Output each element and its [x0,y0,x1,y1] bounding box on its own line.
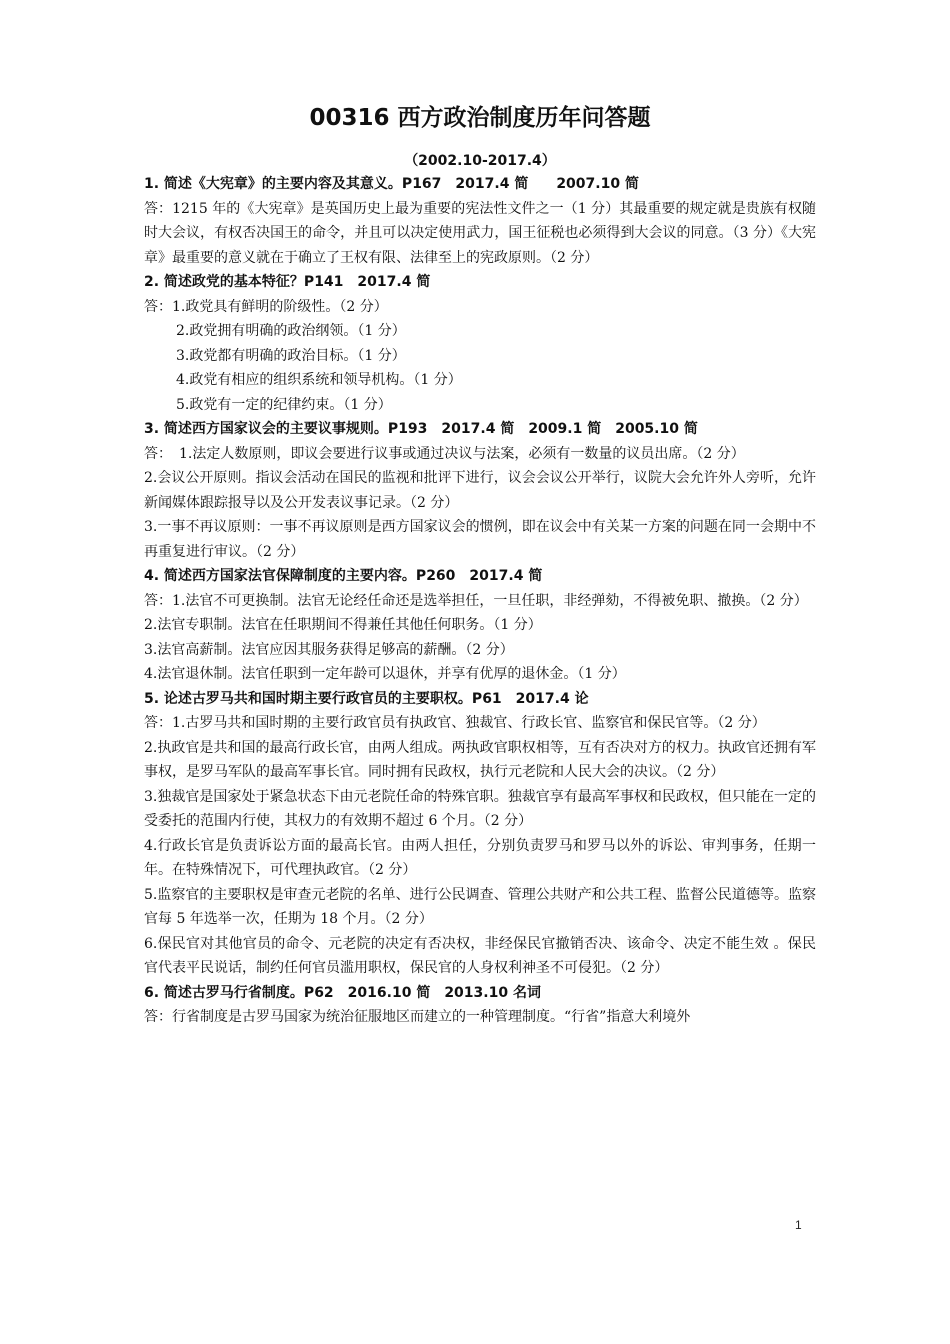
question-heading: 5. 论述古罗马共和国时期主要行政官员的主要职权。P61 2017.4 论 [144,690,589,707]
answer-paragraph: 5.政党有一定的纪律约束。（1 分） [176,396,392,413]
answer-paragraph: 4.政党有相应的组织系统和领导机构。（1 分） [176,372,462,388]
answer-paragraph: 答：1215 年的《大宪章》是英国历史上最为重要的宪法性文件之一（1 分）其最重要的规定就是贵族有权随时大会议，有权否决国王的命令，并且可以决定使用武力，国王征税也必须得到大会议的同意。（3 分）《大宪章》最重要的意义就在于确立了王权有限、法律至上的宪政原则。（2 分） [144,200,816,266]
answer-paragraph: 6.保民官对其他官员的命令、元老院的决定有否决权，非经保民官撤销否决、该命令、决定不能生效 。保民官代表平民说话，制约任何官员滥用职权，保民官的人身权利神圣不可侵犯。（2 分） [144,935,816,976]
answer-paragraph: 3.法官高薪制。法官应因其服务获得足够高的薪酬。（2 分） [144,641,514,658]
answer-paragraph: 答：行省制度是古罗马国家为统治征服地区而建立的一种管理制度。“行省”指意大利境外 [144,1009,691,1025]
question-section [144,981,816,1030]
question-heading: 3. 简述西方国家议会的主要议事规则。P193 2017.4 简 2009.1 简 2005.10 简 [144,421,698,437]
answer-paragraph: 2.执政官是共和国的最高行政长官，由两人组成。两执政官职权相等，互有否决对方的权力。执政官还拥有军事权，是罗马军队的最高军事长官。同时拥有民政权，执行元老院和人民大会的决议。（2 分） [144,739,816,780]
question-heading: 4. 简述西方国家法官保障制度的主要内容。P260 2017.4 简 [144,568,543,584]
question-section [144,172,816,270]
question-heading: 2. 简述政党的基本特征？P141 2017.4 简 [144,274,431,290]
document-title: 00316 西方政治制度历年问答题 [309,105,651,131]
answer-paragraph: 5.监察官的主要职权是审查元老院的名单、进行公民调查、管理公共财产和公共工程、监督公民道德等。监察官每 5 年选举一次，任期为 18 个月。（2 分） [144,886,816,927]
question-section [144,687,816,981]
answer-paragraph: 4.法官退休制。法官任职到一定年龄可以退休，并享有优厚的退休金。（1 分） [144,666,626,682]
answer-paragraph: 答：1.法官不可更换制。法官无论经任命还是选举担任，一旦任职，非经弹劾，不得被免职、撤换。（2 分） [144,592,808,609]
answer-paragraph: 答：1.古罗马共和国时期的主要行政官员有执政官、独裁官、行政长官、监察官和保民官等。（2 分） [144,715,766,731]
page-number: 1 [795,1218,802,1232]
document-subtitle: （2002.10-2017.4） [404,153,556,169]
answer-paragraph: 3.一事不再议原则：一事不再议原则是西方国家议会的惯例，即在议会中有关某一方案的问题在同一会期中不再重复进行审议。（2 分） [144,519,816,560]
answer-paragraph: 答：1.政党具有鲜明的阶级性。（2 分） [144,298,388,315]
answer-paragraph: 4.行政长官是负责诉讼方面的最高长官。由两人担任，分别负责罗马和罗马以外的诉讼、审判事务，任期一年。在特殊情况下，可代理执政官。（2 分） [144,837,816,878]
question-heading: 6. 简述古罗马行省制度。P62 2016.10 简 2013.10 名词 [144,984,541,1001]
question-section [144,417,816,564]
document-page [144,100,816,1030]
answer-paragraph: 2.会议公开原则。指议会活动在国民的监视和批评下进行，议会会议公开举行，议院大会允许外人旁听，允许新闻媒体跟踪报导以及公开发表议事记录。（2 分） [144,470,816,511]
answer-paragraph: 答： 1.法定人数原则，即议会要进行议事或通过决议与法案，必须有一数量的议员出席。（2 分） [144,445,745,462]
answer-paragraph: 2.政党拥有明确的政治纲领。（1 分） [176,323,406,339]
answer-paragraph: 3.政党都有明确的政治目标。（1 分） [176,347,406,364]
question-section [144,564,816,687]
answer-paragraph: 2.法官专职制。法官在任职期间不得兼任其他任何职务。（1 分） [144,617,542,633]
question-heading: 1. 简述《大宪章》的主要内容及其意义。P167 2017.4 简 2007.10 简 [144,176,639,192]
answer-paragraph: 3.独裁官是国家处于紧急状态下由元老院任命的特殊官职。独裁官享有最高军事权和民政权，但只能在一定的受委托的范围内行使，其权力的有效期不超过 6 个月。（2 分） [144,788,816,829]
question-section [144,270,816,417]
